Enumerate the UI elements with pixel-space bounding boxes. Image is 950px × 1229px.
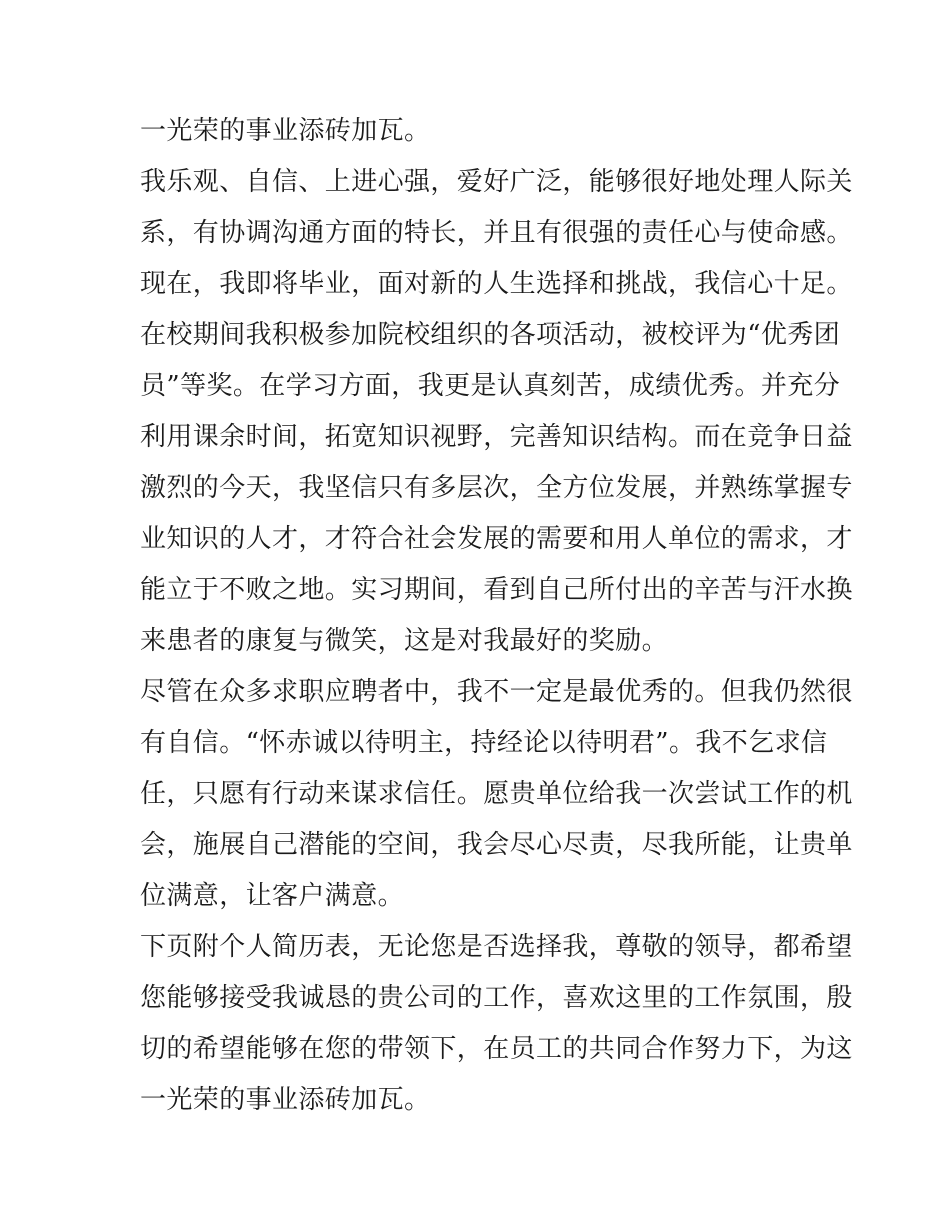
text-line: 来患者的康复与微笑，这是对我最好的奖励。: [140, 626, 669, 656]
text-line: 系，有协调沟通方面的特长，并且有很强的责任心与使命感。: [140, 218, 853, 248]
text-line: 您能够接受我诚恳的贵公司的工作，喜欢这里的工作氛围，殷: [140, 983, 853, 1013]
text-line: 在校期间我积极参加院校组织的各项活动，被校评为“优秀团: [140, 320, 841, 350]
text-line: 位满意，让客户满意。: [140, 881, 405, 911]
text-line: 激烈的今天，我坚信只有多层次，全方位发展，并熟练掌握专: [140, 473, 853, 503]
letter-body: [140, 109, 853, 1129]
text-line: 下页附个人简历表，无论您是否选择我，尊敬的领导，都希望: [140, 932, 853, 962]
text-line: 有自信。“怀赤诚以待明主，持经论以待明君”。我不乞求信: [140, 728, 828, 758]
text-line: 尽管在众多求职应聘者中，我不一定是最优秀的。但我仍然很: [140, 677, 853, 707]
text-line: 利用课余时间，拓宽知识视野，完善知识结构。而在竞争日益: [140, 422, 853, 452]
text-line: 业知识的人才，才符合社会发展的需要和用人单位的需求，才: [140, 524, 853, 554]
text-line: 现在，我即将毕业，面对新的人生选择和挑战，我信心十足。: [140, 269, 853, 299]
text-line: 我乐观、自信、上进心强，爱好广泛，能够很好地处理人际关: [140, 167, 853, 197]
text-line: 能立于不败之地。实习期间，看到自己所付出的辛苦与汗水换: [140, 575, 853, 605]
text-line: 一光荣的事业添砖加瓦。: [140, 116, 431, 146]
text-line: 员”等奖。在学习方面，我更是认真刻苦，成绩优秀。并充分: [140, 371, 841, 401]
text-line: 会，施展自己潜能的空间，我会尽心尽责，尽我所能，让贵单: [140, 830, 853, 860]
text-line: 切的希望能够在您的带领下，在员工的共同合作努力下，为这: [140, 1034, 853, 1064]
text-line: 任，只愿有行动来谋求信任。愿贵单位给我一次尝试工作的机: [140, 779, 853, 809]
text-line: 一光荣的事业添砖加瓦。: [140, 1085, 431, 1115]
